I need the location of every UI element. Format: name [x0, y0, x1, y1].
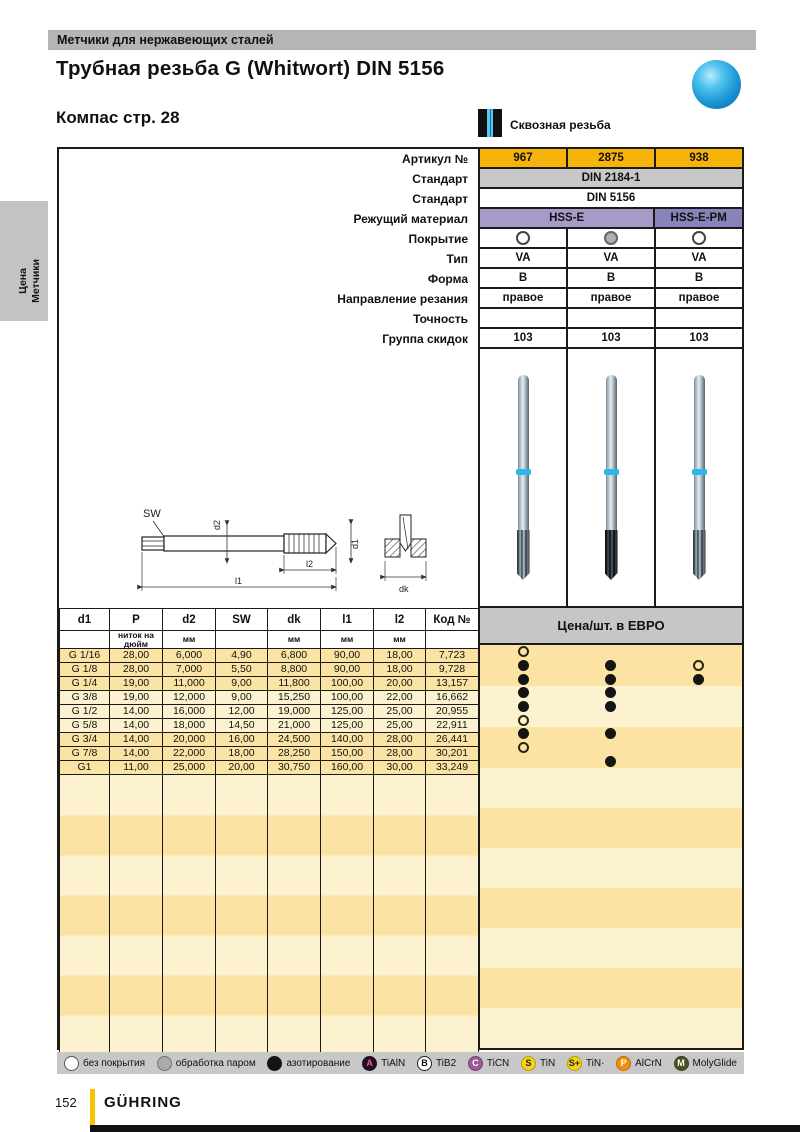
dim-cell: 5,50: [216, 663, 268, 677]
dim-cell: 20,955: [426, 705, 479, 719]
accuracy-value: [568, 309, 656, 327]
dim-cell: 15,250: [268, 691, 321, 705]
dim-cell: 25,00: [374, 719, 426, 733]
product-data-box: [57, 147, 744, 1050]
spec-label: Артикул №: [402, 152, 468, 166]
dim-cell: G 1/16: [60, 649, 110, 663]
table-row: [60, 691, 479, 705]
cutting-material-value: HSS-E: [480, 209, 655, 227]
availability-dot: [518, 728, 529, 739]
dim-cell: 20,00: [374, 677, 426, 691]
col-header: Код №: [426, 609, 479, 631]
standard-row-2: [480, 189, 742, 209]
availability-dot: [605, 756, 616, 767]
dim-cell: 11,800: [268, 677, 321, 691]
accuracy-value: [480, 309, 568, 327]
cutting-direction-row: [480, 289, 742, 309]
legend-label: AlCrN: [635, 1057, 662, 1069]
dim-cell: 30,00: [374, 761, 426, 775]
variant-columns-panel: [478, 149, 742, 1048]
dim-cell: 18,00: [374, 663, 426, 677]
blue-sphere-icon: [692, 60, 741, 109]
dim-cell: G 3/8: [60, 691, 110, 705]
cutting-material-row: [480, 209, 742, 229]
ticn-icon: C: [468, 1056, 483, 1071]
dots-row: [480, 659, 742, 673]
article-number-row: [480, 149, 742, 169]
dim-cell: 125,00: [321, 705, 374, 719]
tialn-icon: A: [362, 1056, 377, 1071]
dim-cell: G 1/2: [60, 705, 110, 719]
drawing-label-d2: d2: [212, 519, 222, 530]
unit-cell: ниток на дюйм: [110, 631, 163, 649]
type-value: VA: [691, 252, 707, 264]
through-thread-icon-core: [490, 109, 492, 137]
product-photo: [480, 349, 568, 606]
dim-cell: G 5/8: [60, 719, 110, 733]
dim-cell: 14,00: [110, 747, 163, 761]
availability-dot: [518, 646, 529, 657]
drawing-label-d1: d1: [350, 538, 360, 549]
dots-row: [480, 645, 742, 659]
spec-label: Тип: [446, 252, 468, 266]
technical-drawing: [67, 497, 472, 605]
dim-cell: 19,00: [110, 677, 163, 691]
dots-row: [480, 727, 742, 741]
legend-label: TiB2: [435, 1057, 457, 1069]
legend-item: [267, 1056, 350, 1071]
discount-value: 103: [480, 329, 568, 347]
spec-label: Точность: [413, 312, 468, 326]
dim-cell: 12,00: [216, 705, 268, 719]
dim-cell: 9,728: [426, 663, 479, 677]
dots-row: [480, 741, 742, 755]
nitrided-icon: [267, 1056, 282, 1071]
dim-cell: 9,00: [216, 691, 268, 705]
dim-cell: 28,00: [374, 747, 426, 761]
legend-item: [616, 1056, 662, 1071]
dim-cell: 100,00: [321, 691, 374, 705]
unit-cell: мм: [374, 631, 426, 649]
dim-cell: 6,800: [268, 649, 321, 663]
col-header: P: [110, 609, 163, 631]
dim-cell: 22,911: [426, 719, 479, 733]
dim-cell: 9,00: [216, 677, 268, 691]
form-value: B: [694, 272, 704, 284]
direction-value: правое: [568, 289, 656, 307]
dim-cell: G 3/4: [60, 733, 110, 747]
dim-cell: 25,000: [163, 761, 216, 775]
coating-symbol: [692, 231, 706, 245]
table-row: [60, 719, 479, 733]
dim-cell: 28,00: [110, 649, 163, 663]
dim-cell: 21,000: [268, 719, 321, 733]
dim-cell: 28,00: [110, 663, 163, 677]
col-header: d2: [163, 609, 216, 631]
dim-cell: 16,662: [426, 691, 479, 705]
page-number: 152: [55, 1095, 77, 1110]
category-title: Метчики для нержавеющих сталей: [57, 33, 274, 47]
dim-cell: 12,000: [163, 691, 216, 705]
legend-item: [674, 1056, 737, 1071]
tin-icon: S: [521, 1056, 536, 1071]
direction-value: правое: [480, 289, 568, 307]
accuracy-value: [656, 309, 742, 327]
legend-item: [567, 1056, 605, 1071]
type-row: [480, 249, 742, 269]
legend-item: [417, 1056, 456, 1071]
coating-row: [480, 229, 742, 249]
legend-item: [468, 1056, 509, 1071]
thread-type-label: Сквозная резьба: [510, 118, 611, 132]
drawing-label-dk: dk: [399, 584, 409, 594]
dim-cell: 11,00: [110, 761, 163, 775]
dim-cell: 7,000: [163, 663, 216, 677]
legend-label: без покрытия: [83, 1057, 146, 1069]
dim-cell: 16,00: [216, 733, 268, 747]
availability-dot: [693, 660, 704, 671]
dim-cell: 8,800: [268, 663, 321, 677]
dim-cell: 30,750: [268, 761, 321, 775]
legend-label: азотирование: [286, 1057, 351, 1069]
legend-label: TiAlN: [381, 1057, 406, 1069]
dim-cell: 16,000: [163, 705, 216, 719]
discount-group-row: [480, 329, 742, 349]
availability-dot: [518, 660, 529, 671]
product-photos-row: [480, 349, 742, 608]
dim-cell: 18,00: [374, 649, 426, 663]
molyglide-icon: M: [674, 1056, 689, 1071]
dim-cell: 125,00: [321, 719, 374, 733]
table-filler-row: [60, 775, 479, 1055]
spec-label: Режущий материал: [353, 212, 468, 226]
article-number: 938: [656, 149, 742, 167]
dim-cell: 150,00: [321, 747, 374, 761]
steam-treated-icon: [157, 1056, 172, 1071]
standard-value: DIN 2184-1: [480, 169, 742, 187]
dimensions-table: [59, 608, 479, 1055]
dim-cell: 20,000: [163, 733, 216, 747]
dim-cell: 19,00: [110, 691, 163, 705]
tin-plus-icon: S+: [567, 1056, 582, 1071]
discount-value: 103: [568, 329, 656, 347]
article-number: 967: [480, 149, 568, 167]
dim-cell: 4,90: [216, 649, 268, 663]
dim-cell: 7,723: [426, 649, 479, 663]
dots-row: [480, 700, 742, 714]
availability-dot: [605, 701, 616, 712]
table-row: [60, 705, 479, 719]
dim-cell: 20,00: [216, 761, 268, 775]
legend-label: обработка паром: [175, 1057, 256, 1069]
through-thread-icon: [478, 109, 502, 137]
brand-logo: GÜHRING: [104, 1094, 182, 1111]
form-row: [480, 269, 742, 289]
dim-cell: 140,00: [321, 733, 374, 747]
dots-row: [480, 686, 742, 700]
coating-symbol: [516, 231, 530, 245]
availability-dots-area: [480, 645, 742, 1048]
sidebar-tab-category-label: Метчики: [30, 259, 42, 303]
dim-cell: 14,00: [110, 719, 163, 733]
alcrn-icon: P: [616, 1056, 631, 1071]
dim-cell: G 1/4: [60, 677, 110, 691]
table-row: [60, 747, 479, 761]
accuracy-row: [480, 309, 742, 329]
spec-label: Покрытие: [408, 232, 468, 246]
dim-cell: G 7/8: [60, 747, 110, 761]
cutting-material-value: HSS-E-PM: [655, 209, 742, 227]
dim-cell: 22,000: [163, 747, 216, 761]
sidebar-tab: [0, 201, 48, 321]
availability-dot: [518, 742, 529, 753]
coating-legend-bar: [57, 1052, 744, 1074]
sidebar-tab-price-label: Цена: [17, 268, 29, 294]
legend-label: TiN·: [585, 1057, 605, 1069]
dim-cell: 14,50: [216, 719, 268, 733]
unit-cell: [60, 631, 110, 649]
dim-cell: 14,00: [110, 705, 163, 719]
tib2-icon: B: [417, 1056, 432, 1071]
spec-label: Группа скидок: [382, 332, 468, 346]
col-header: SW: [216, 609, 268, 631]
table-row: [60, 677, 479, 691]
dim-cell: 11,000: [163, 677, 216, 691]
availability-dot: [605, 674, 616, 685]
dim-cell: 28,00: [374, 733, 426, 747]
unit-cell: мм: [163, 631, 216, 649]
availability-dot: [518, 687, 529, 698]
legend-label: TiN: [539, 1057, 556, 1069]
spec-label: Стандарт: [412, 172, 468, 186]
dim-cell: 13,157: [426, 677, 479, 691]
dim-cell: 6,000: [163, 649, 216, 663]
price-panel-header: Цена/шт. в ЕВРО: [480, 608, 742, 645]
bottom-rule: [90, 1125, 800, 1132]
col-header: dk: [268, 609, 321, 631]
product-photo: [656, 349, 742, 606]
availability-dot: [693, 674, 704, 685]
availability-dot: [518, 715, 529, 726]
page-title: Трубная резьба G (Whitwort) DIN 5156: [56, 57, 445, 80]
dots-filler: [480, 768, 742, 1048]
table-row: [60, 761, 479, 775]
drawing-label-l2: l2: [306, 559, 314, 569]
dim-cell: 25,00: [374, 705, 426, 719]
unit-cell: мм: [268, 631, 321, 649]
table-row: [60, 649, 479, 663]
dots-row: [480, 672, 742, 686]
availability-dot: [518, 674, 529, 685]
legend-label: MolyGlide: [692, 1057, 737, 1069]
drawing-label-l1: l1: [235, 576, 243, 586]
type-value: VA: [568, 249, 656, 267]
table-header-row: [60, 609, 479, 631]
dim-cell: 30,201: [426, 747, 479, 761]
dim-cell: 22,00: [374, 691, 426, 705]
spec-label: Форма: [427, 272, 468, 286]
standard-value: DIN 5156: [480, 189, 742, 207]
coating-symbol: [604, 231, 618, 245]
category-header-bar: [48, 30, 756, 50]
dim-cell: 100,00: [321, 677, 374, 691]
direction-value: правое: [678, 292, 720, 304]
discount-value: 103: [689, 332, 709, 344]
form-value: B: [568, 269, 656, 287]
drawing-label-sw: SW: [143, 508, 161, 520]
table-row: [60, 733, 479, 747]
legend-item: [362, 1056, 405, 1071]
dots-row: [480, 754, 742, 768]
legend-item: [157, 1056, 256, 1071]
table-units-row: [60, 631, 479, 649]
dim-cell: 18,000: [163, 719, 216, 733]
availability-dot: [605, 728, 616, 739]
col-header: l1: [321, 609, 374, 631]
col-header: d1: [60, 609, 110, 631]
dots-row: [480, 713, 742, 727]
dim-cell: 18,00: [216, 747, 268, 761]
spec-label: Направление резания: [337, 292, 468, 306]
dim-cell: 24,500: [268, 733, 321, 747]
spec-labels-column: [59, 149, 470, 349]
form-value: B: [480, 269, 568, 287]
compass-page-reference: Компас стр. 28: [56, 108, 180, 127]
dim-cell: 90,00: [321, 663, 374, 677]
dim-cell: 19,000: [268, 705, 321, 719]
legend-item: [64, 1056, 145, 1071]
dim-cell: 26,441: [426, 733, 479, 747]
availability-dot: [605, 687, 616, 698]
dim-cell: G 1/8: [60, 663, 110, 677]
spec-label: Стандарт: [412, 192, 468, 206]
legend-item: [521, 1056, 555, 1071]
type-value: VA: [480, 249, 568, 267]
standard-row-1: [480, 169, 742, 189]
unit-cell: мм: [321, 631, 374, 649]
dim-cell: 90,00: [321, 649, 374, 663]
dim-cell: 14,00: [110, 733, 163, 747]
dim-cell: 160,00: [321, 761, 374, 775]
dim-cell: 33,249: [426, 761, 479, 775]
legend-label: TiCN: [486, 1057, 510, 1069]
product-photo: [568, 349, 656, 606]
article-number: 2875: [568, 149, 656, 167]
unit-cell: [426, 631, 479, 649]
col-header: l2: [374, 609, 426, 631]
dim-cell: G1: [60, 761, 110, 775]
unit-cell: [216, 631, 268, 649]
table-row: [60, 663, 479, 677]
availability-dot: [518, 701, 529, 712]
dim-cell: 28,250: [268, 747, 321, 761]
availability-dot: [605, 660, 616, 671]
uncoated-icon: [64, 1056, 79, 1071]
